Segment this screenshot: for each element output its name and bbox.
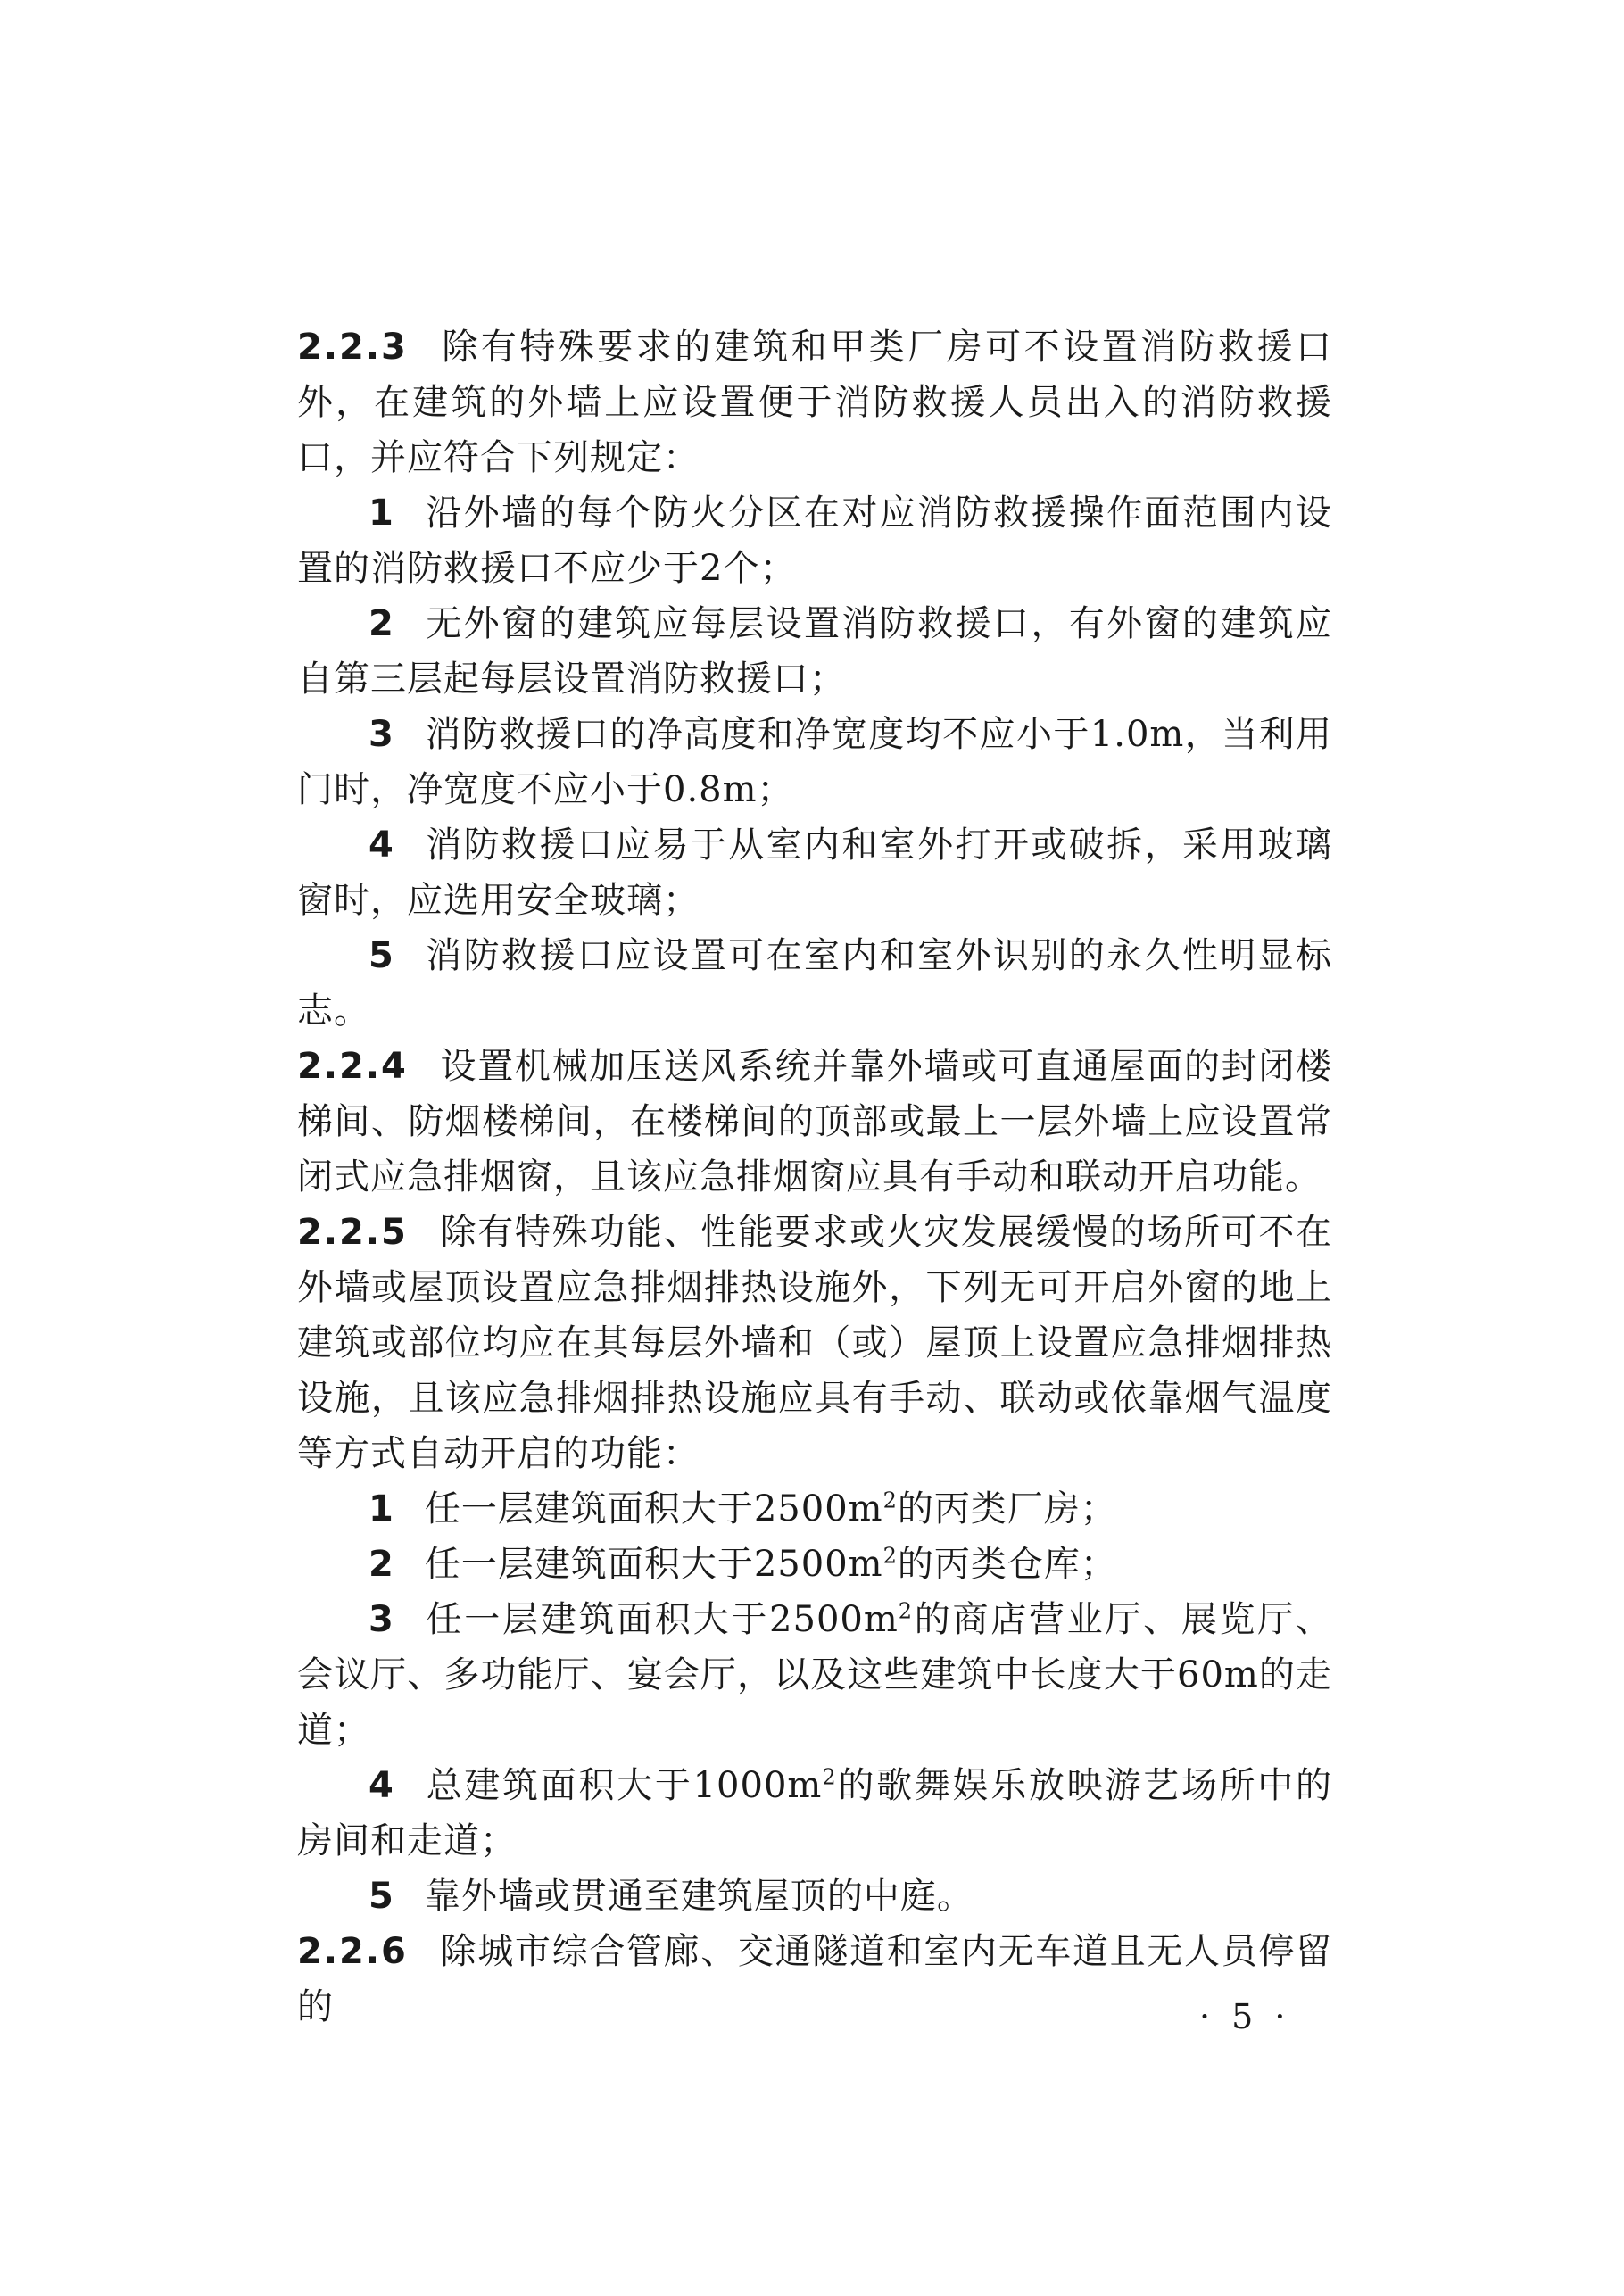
- item-text-post: 的商店营业厅、展览厅、会议厅、多功能厅、宴会厅，以及这些建筑中长度大于60m的走道；: [297, 1599, 1332, 1751]
- item-text-post: 的丙类仓库；: [897, 1544, 1117, 1585]
- list-item: [297, 707, 1332, 817]
- list-item: [297, 596, 1332, 707]
- item-text-pre: 任一层建筑面积大于2500m: [424, 1488, 883, 1529]
- item-number: 5: [369, 1876, 394, 1917]
- item-text-post: 的歌舞娱乐放映游艺场所中的房间和走道；: [297, 1765, 1332, 1861]
- list-item: [297, 1537, 1332, 1592]
- item-text: 无外窗的建筑应每层设置消防救援口，有外窗的建筑应自第三层起每层设置消防救援口；: [297, 603, 1332, 700]
- list-item: [297, 1481, 1332, 1537]
- item-text: 消防救援口应易于从室内和室外打开或破拆，采用玻璃窗时，应选用安全玻璃；: [297, 825, 1332, 921]
- list-item: [297, 1869, 1332, 1924]
- list-item: [297, 817, 1332, 928]
- item-number: 2: [369, 1544, 394, 1585]
- document-body: [297, 319, 1332, 2035]
- clause-text: 除有特殊功能、性能要求或火灾发展缓慢的场所可不在外墙或屋顶设置应急排烟排热设施外，下列无可开启外窗的地上建筑或部位均应在其每层外墙和（或）屋顶上设置应急排烟排热设施，且该应急排烟排热设施应具有手动、联动或依靠烟气温度等方式自动开启的功能：: [297, 1212, 1332, 1474]
- item-number: 4: [369, 1765, 394, 1806]
- item-text-post: 的丙类厂房；: [897, 1488, 1117, 1529]
- item-text-pre: 任一层建筑面积大于2500m: [424, 1599, 899, 1640]
- clause-2-2-6: [297, 1924, 1332, 2035]
- superscript: 2: [882, 1543, 898, 1569]
- item-number: 4: [369, 825, 394, 866]
- clause-number: 2.2.6: [297, 1931, 408, 1972]
- superscript: 2: [898, 1598, 914, 1624]
- list-item: [297, 1592, 1332, 1758]
- clause-2-2-5: [297, 1205, 1332, 1481]
- item-text-pre: 总建筑面积大于1000m: [424, 1765, 823, 1806]
- clause-2-2-4: [297, 1039, 1332, 1205]
- item-text: 消防救援口应设置可在室内和室外识别的永久性明显标志。: [297, 935, 1332, 1032]
- list-item: [297, 485, 1332, 596]
- clause-text: 除有特殊要求的建筑和甲类厂房可不设置消防救援口外，在建筑的外墙上应设置便于消防救援人员出入的消防救援口，并应符合下列规定：: [297, 327, 1332, 478]
- item-number: 2: [369, 603, 394, 644]
- clause-number: 2.2.5: [297, 1212, 408, 1253]
- superscript: 2: [822, 1764, 837, 1790]
- clause-text: 设置机械加压送风系统并靠外墙或可直通屋面的封闭楼梯间、防烟楼梯间，在楼梯间的顶部或最上一层外墙上应设置常闭式应急排烟窗，且该应急排烟窗应具有手动和联动开启功能。: [297, 1046, 1332, 1198]
- item-number: 1: [369, 1488, 394, 1529]
- page-number: · 5 ·: [1199, 1997, 1291, 2036]
- list-item: [297, 928, 1332, 1039]
- item-number: 3: [369, 714, 394, 755]
- item-number: 3: [369, 1599, 394, 1640]
- clause-text: 除城市综合管廊、交通隧道和室内无车道且无人员停留的: [297, 1931, 1332, 2027]
- clause-number: 2.2.3: [297, 327, 408, 368]
- item-text: 消防救援口的净高度和净宽度均不应小于1.0m，当利用门时，净宽度不应小于0.8m；: [297, 714, 1332, 810]
- item-text-pre: 靠外墙或贯通至建筑屋顶的中庭。: [424, 1876, 974, 1917]
- item-text-pre: 任一层建筑面积大于2500m: [424, 1544, 883, 1585]
- clause-2-2-3: [297, 319, 1332, 485]
- item-number: 1: [369, 493, 394, 534]
- item-number: 5: [369, 935, 394, 976]
- clause-number: 2.2.4: [297, 1046, 408, 1087]
- superscript: 2: [882, 1488, 898, 1513]
- list-item: [297, 1758, 1332, 1869]
- item-text: 沿外墙的每个防火分区在对应消防救援操作面范围内设置的消防救援口不应少于2个；: [297, 493, 1332, 589]
